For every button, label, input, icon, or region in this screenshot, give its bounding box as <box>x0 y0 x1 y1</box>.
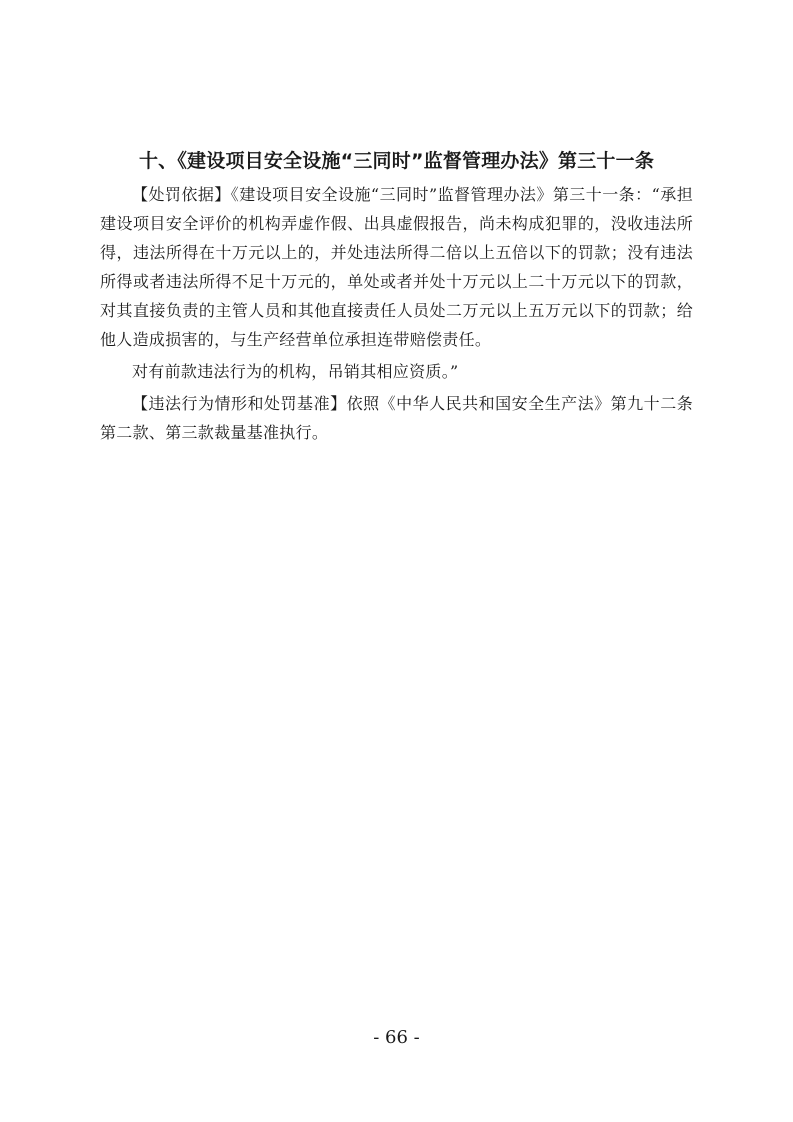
paragraph-revocation: 对有前款违法行为的机构，吊销其相应资质。” <box>132 362 459 381</box>
section-heading: 十、《建设项目安全设施“三同时”监督管理办法》第三十一条 <box>138 150 655 172</box>
page-number: - 66 - <box>373 1027 420 1048</box>
paragraph-penalty-standard: 【违法行为情形和处罚基准】依照《中华人民共和国安全生产法》第九十二条第二款、第三款裁量基准执行。 <box>100 394 693 442</box>
body-text <box>100 180 693 450</box>
paragraph-penalty-basis: 【处罚依据】《建设项目安全设施“三同时”监督管理办法》第三十一条：“承担建设项目安全评价的机构弄虚作假、出具虚假报告，尚未构成犯罪的，没收违法所得，违法所得在十万元以上的，并处违法所得二倍以上五倍以下的罚款；没有违法所得或者违法所得不足十万元的，单处或者并处十万元以上二十万元以下的罚款，对其直接负责的主管人员和其他直接责任人员处二万元以上五万元以下的罚款；给他人造成损害的，与生产经营单位承担连带赔偿责任。 <box>100 185 693 349</box>
